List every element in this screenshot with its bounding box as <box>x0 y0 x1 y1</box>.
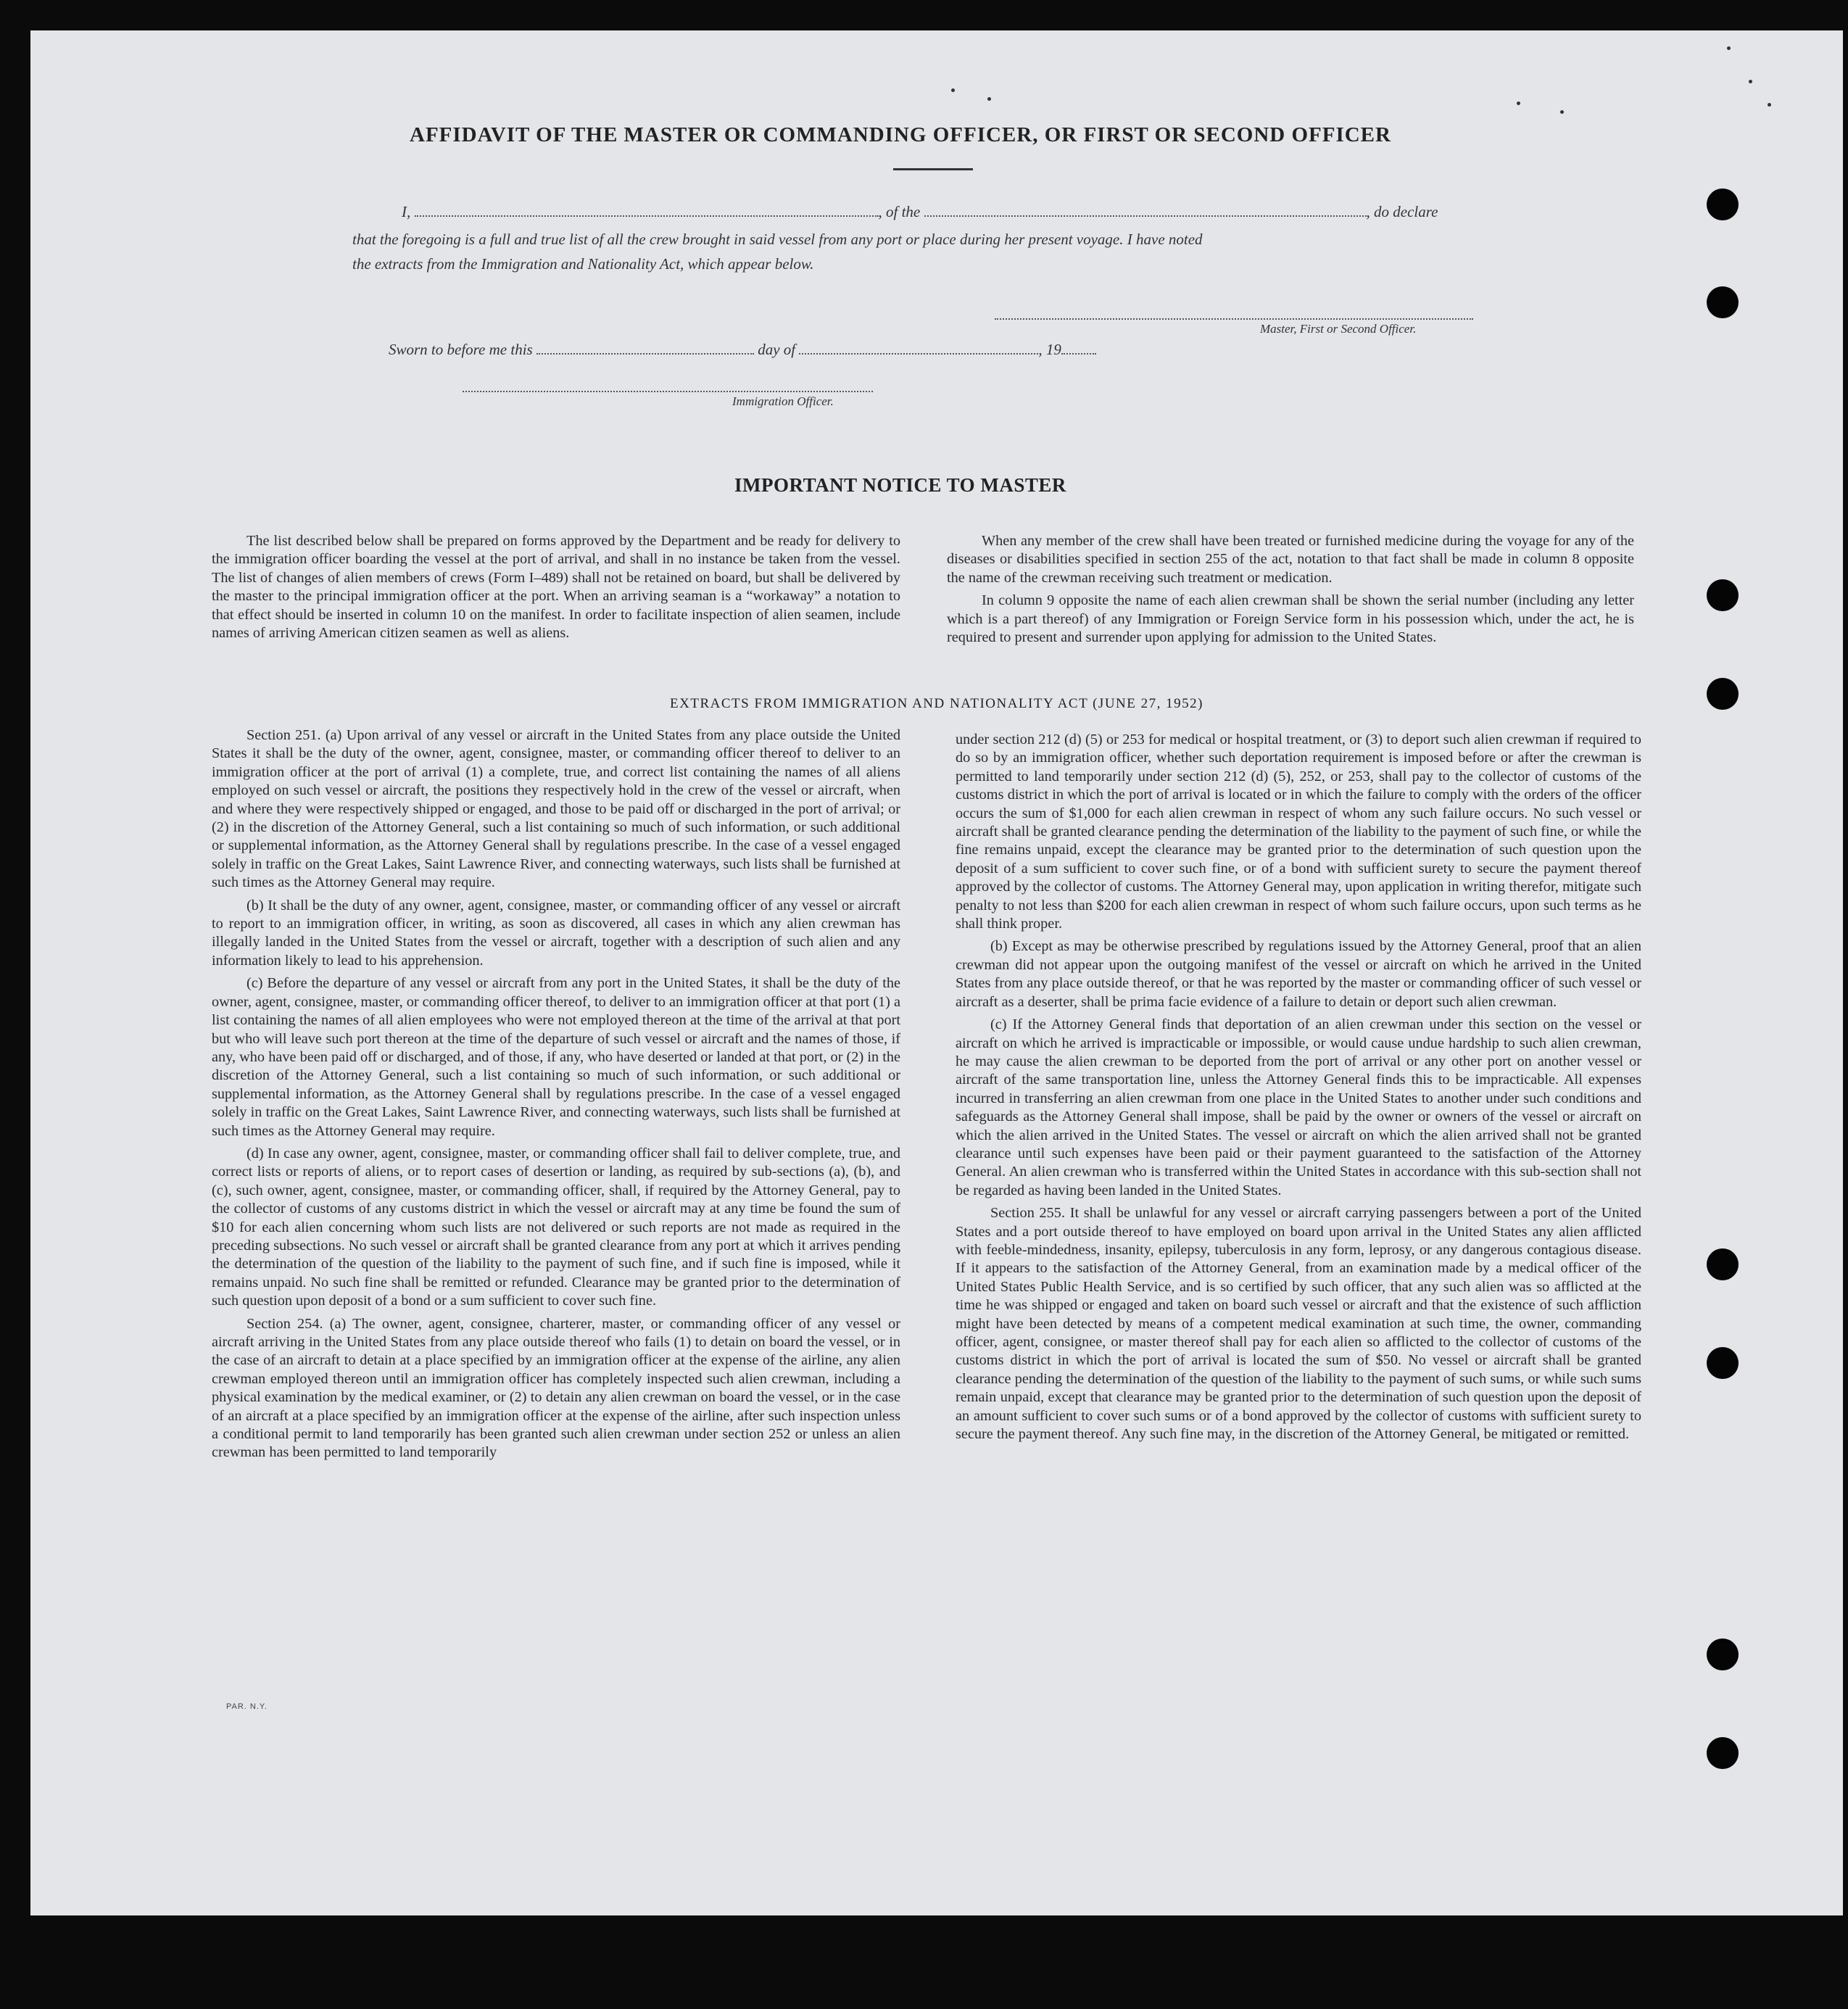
section-254-a: Section 254. (a) The owner, agent, consignee, charterer, master, or commanding officer of any vessel or aircraft arriving in the United States from any place outside thereof who fails (1) to detain on board the vessel, or in the case of an aircraft to detain at a place specified by an immigration officer at the expense of the airline, any alien crewman employed thereon until an immigration officer has completely inspected such alien crewman, including a physical examination by the medical examiner, or (2) to detain any alien crewman on board the vessel, or in the case of an aircraft at a place specified by an immigration officer at the expense of the airline, after such inspection unless a conditional permit to land temporarily has been granted such alien crewman under section 252 or unless an alien crewman has been permitted to land temporarily <box>212 1315 900 1461</box>
officer-signature-line[interactable] <box>463 391 873 392</box>
extracts-right-column <box>956 731 1641 1448</box>
sworn-line <box>389 341 1096 359</box>
punch-hole <box>1707 1248 1739 1280</box>
document-page <box>30 30 1843 1915</box>
section-254-c: (c) If the Attorney General finds that deportation of an alien crewman under this section on the vessel or aircraft on which he arrived is impracticable or impossible, or would cause undue hardship to such alien crewman, he may cause the alien crewman to be deported from the port of arrival or any other port on another vessel or aircraft of the same transportation line, unless the Attorney General finds this to be impracticable. All expenses incurred in transferring an alien crewman from one place in the United States to another under such conditions and safeguards as the Attorney General shall impose, shall be paid by the owner or owners of the vessel or aircraft on which the alien arrived in the United States. The vessel or aircraft on which the alien arrived shall not be granted clearance until such expenses have been paid or their payment guaranteed to the satisfaction of the Attorney General. An alien crewman who is transferred within the United States in accordance with this sub-section shall not be regarded as having been landed in the United States. <box>956 1016 1641 1198</box>
master-signature-line[interactable] <box>995 318 1473 320</box>
punch-hole <box>1707 678 1739 710</box>
of-the-label: , of the <box>878 203 921 220</box>
section-254-b: (b) Except as may be otherwise prescribed by regulations issued by the Attorney General, proof that an alien crewman did not appear upon the outgoing manifest of the vessel or aircraft on which he arrived in the United States from any place outside thereof, or that he was reported by the master or commanding officer of such vessel or aircraft as a deserter, shall be prima facie evidence of a failure to detain or deport such alien crewman. <box>956 938 1641 1010</box>
declaration-line-2: the extracts from the Immigration and Nationality Act, which appear below. <box>352 255 814 273</box>
punch-hole <box>1707 1737 1739 1769</box>
notice-left-column <box>212 532 900 647</box>
punch-hole <box>1707 286 1739 318</box>
affidavit-title: AFFIDAVIT OF THE MASTER OR COMMANDING OFFICER, OR FIRST OR SECOND OFFICER <box>410 123 1391 146</box>
declarant-name-field[interactable] <box>415 204 879 217</box>
extracts-left-column <box>212 726 900 1467</box>
sworn-day-field[interactable] <box>536 341 754 355</box>
printer-mark: PAR. N.Y. <box>226 1702 268 1711</box>
section-254-a-continued: under section 212 (d) (5) or 253 for medical or hospital treatment, or (3) to deport such alien crewman if required to do so by an immigration officer, whether such deportation requirement is imposed before or after the crewman is permitted to land temporarily under section 212 (d) (5), 252, or 253, shall pay to the collector of customs of the customs district in which the port of arrival is located or in which the failure to comply with the orders of the officer occurs the sum of $1,000 for each alien crewman in respect of whom any such failure occurs. No such vessel or aircraft shall be granted clearance pending the determination of the liability to the payment of such fine, or while the fine remains unpaid, except the clearance may be granted prior to the determination of such question upon the deposit of a sum sufficient to cover such fine, or of a bond with sufficient surety to secure the payment thereof approved by the collector of customs. The Attorney General may, upon application in writing therefor, mitigate such penalty to not less than $200 for each alien crewman in respect of whom such failure occurs, upon such terms as he shall think proper. <box>956 732 1641 932</box>
section-251-d: (d) In case any owner, agent, consignee, master, or commanding officer shall fail to deliver complete, true, and correct lists or reports of aliens, or to report cases of desertion or landing, as required by sub-sections (a), (b), and (c), such owner, agent, consignee, master, or commanding officer, shall, if required by the Attorney General, pay to the collector of customs of any customs district in which the vessel or aircraft may at any time be found the sum of $10 for each alien concerning whom such lists are not delivered or such reports are not made as required in the preceding subsections. No such vessel or aircraft shall be granted clearance from any port at which it arrives pending the determination of the question of the liability to the payment of such fine, and if such fine is imposed, while it remains unpaid. No such fine shall be remitted or refunded. Clearance may be granted prior to the determination of such question upon deposit of a bond or a sum sufficient to cover such fine. <box>212 1145 900 1309</box>
punch-hole <box>1707 579 1739 611</box>
section-251-c: (c) Before the departure of any vessel or aircraft from any port in the United States, it shall be the duty of the owner, agent, consignee, master, or commanding officer thereof, to deliver to an immigration officer at that port (1) a list containing the names of all alien employees who were not employed thereon at the time of the arrival at that port but who will leave such port thereon at the time of the departure of such vessel or aircraft and the names of those, if any, who have been paid off or discharged, and of those, if any, who have deserted or landed at that port, or (2) in the discretion of the Attorney General, such a list containing so much of such information, or such additional or supplemental information, as the Attorney General shall by regulations prescribe. In the case of a vessel engaged solely in traffic on the Great Lakes, Saint Lawrence River, and connecting waterways, such lists shall be furnished at such times as the Attorney General may require. <box>212 975 900 1139</box>
notice-title: IMPORTANT NOTICE TO MASTER <box>734 474 1066 496</box>
do-declare-label: , do declare <box>1366 203 1438 220</box>
i-label: I, <box>402 203 411 220</box>
sworn-month-field[interactable] <box>799 341 1038 355</box>
vessel-name-field[interactable] <box>924 204 1367 217</box>
notice-right-paragraph-1: When any member of the crew shall have been treated or furnished medicine during the voyage for any of the diseases or disabilities specified in section 255 of the act, notation to that fact shall be made in column 8 opposite the name of the crewman receiving such treatment or medication. <box>947 533 1634 586</box>
officer-caption: Immigration Officer. <box>732 394 834 408</box>
punch-hole <box>1707 1639 1739 1670</box>
extracts-title: EXTRACTS FROM IMMIGRATION AND NATIONALITY ACT (JUNE 27, 1952) <box>670 696 1203 711</box>
punch-hole <box>1707 189 1739 220</box>
section-251-b: (b) It shall be the duty of any owner, agent, consignee, master, or commanding officer of any vessel or aircraft to report to an immigration officer, in writing, as soon as discovered, all cases in which any alien crewman has illegally landed in the United States from the vessel or aircraft, together with a description of such alien and any information likely to lead to his apprehension. <box>212 897 900 969</box>
punch-hole <box>1707 1347 1739 1379</box>
notice-left-paragraph: The list described below shall be prepared on forms approved by the Department and be ready for delivery to the immigration officer boarding the vessel at the port of arrival, and shall in no instance be taken from the vessel. The list of changes of alien members of crews (Form I–489) shall not be retained on board, but shall be delivered by the master to the principal immigration officer at the port. When an arriving seaman is a “workaway” a notation to that effect should be inserted in column 10 on the manifest. In order to facilitate inspection of alien seamen, include names of arriving American citizen seamen as well as aliens. <box>212 533 900 642</box>
declaration-line-1: that the foregoing is a full and true list of all the crew brought in said vessel from any port or place during her present voyage. I have noted <box>352 231 1203 248</box>
sworn-year-field[interactable] <box>1061 341 1096 355</box>
declarant-line <box>402 203 1438 221</box>
section-255: Section 255. It shall be unlawful for any vessel or aircraft carrying passengers between a port of the United States and a port outside thereof to have employed on board upon arrival in the United States any alien afflicted with feeble-mindedness, insanity, epilepsy, tuberculosis in any form, leprosy, or any dangerous contagious disease. If it appears to the satisfaction of the Attorney General, from an examination made by a medical officer of the United States Public Health Service, and is so certified by such officer, that any such alien was so afflicted at the time he was shipped or engaged and taken on board such vessel or aircraft and that the existence of such affliction might have been detected by means of a competent medical examination at such time, the owner, commanding officer, agent, consignee, or master thereof shall pay for each alien so afflicted to the collector of customs of the customs district in which the port of arrival is located the sum of $50. No vessel or aircraft shall be granted clearance pending the determination of the question of the liability to the payment of such sums, or while such sums remain unpaid, except that clearance may be granted prior to the determination of such question upon the deposit of an amount sufficient to cover such sums or of a bond approved by the collector of customs with sufficient surety to secure the payment thereof. Any such fine may, in the discretion of the Attorney General, be mitigated or remitted. <box>956 1205 1641 1443</box>
year-label: , 19 <box>1038 341 1061 358</box>
title-rule <box>893 168 973 170</box>
notice-right-column <box>947 532 1634 651</box>
day-of-label: day of <box>758 341 796 358</box>
section-251-a: Section 251. (a) Upon arrival of any vessel or aircraft in the United States from any place outside the United States it shall be the duty of the owner, agent, consignee, master, or commanding officer thereof to deliver to an immigration officer at the port of arrival (1) a complete, true, and correct list containing the names of all aliens employed on such vessel or aircraft, the positions they respectively hold in the crew of the vessel or aircraft, when and where they were respectively shipped or engaged, and those to be paid off or discharged in the port of arrival; or (2) in the discretion of the Attorney General, such a list containing so much of such information, or such additional or supplemental information, as the Attorney General shall by regulations prescribe. In the case of a vessel engaged solely in traffic on the Great Lakes, Saint Lawrence River, and connecting waterways, such lists shall be furnished at such times as the Attorney General may require. <box>212 727 900 891</box>
master-caption: Master, First or Second Officer. <box>1260 322 1417 336</box>
sworn-label: Sworn to before me this <box>389 341 533 358</box>
notice-right-paragraph-2: In column 9 opposite the name of each alien crewman shall be shown the serial number (including any letter which is a part thereof) of any Immigration or Foreign Service form in his possession which, under the act, he is required to present and surrender upon applying for admission to the United States. <box>947 592 1634 646</box>
